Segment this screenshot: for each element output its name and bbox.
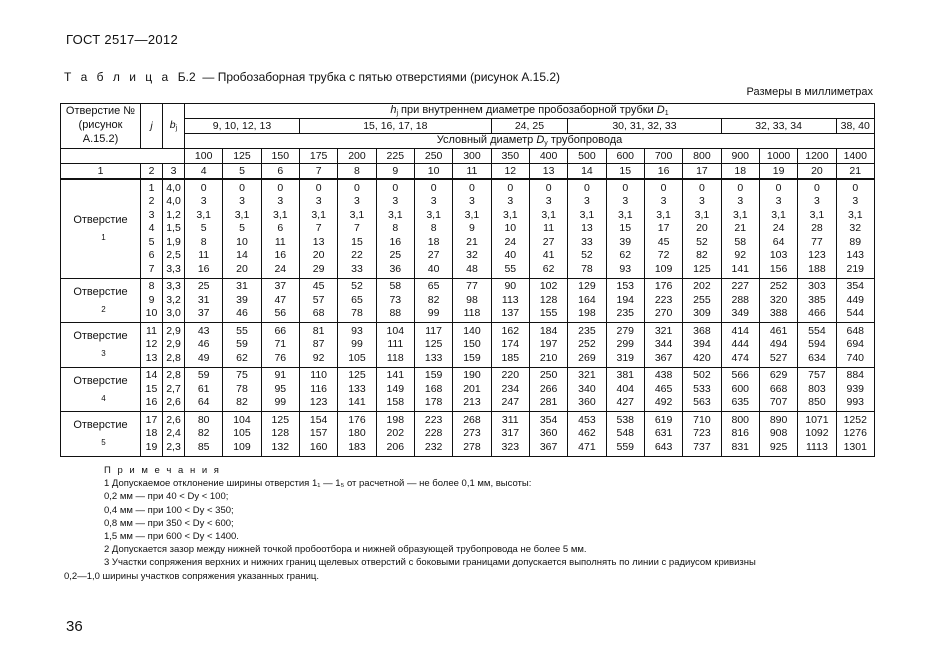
- dy-value: 500: [568, 149, 606, 164]
- h-values: 0 3 3,1 8 16 25 36: [376, 179, 414, 278]
- h-values: 648 694 740: [836, 323, 874, 368]
- d1-group: 9, 10, 12, 13: [185, 119, 300, 134]
- note-line: 0,2 мм — при 40 < Dу < 100;: [104, 491, 229, 503]
- j-values: 8 9 10: [141, 278, 163, 323]
- h-values: 890 908 925: [759, 412, 797, 457]
- hole-column-header: Отверстие № (рисунок А.15.2): [61, 104, 141, 149]
- column-number: 20: [798, 164, 836, 180]
- j-values: 14 15 16: [141, 367, 163, 412]
- d1-group: 32, 33, 34: [721, 119, 836, 134]
- column-number: 11: [453, 164, 491, 180]
- column-number: 1: [61, 164, 141, 180]
- h-values: 0 3 3,1 28 77 123 188: [798, 179, 836, 278]
- note-line: 1 Допускаемое отклонение ширины отверстия 1₁ — 1₅ от расчетной — не более 0,1 мм, высоты:: [104, 478, 532, 490]
- notes-block: [64, 464, 874, 583]
- page-number: 36: [66, 618, 83, 635]
- hole-number: 3: [101, 349, 106, 359]
- caption-text: Б.2 — Пробозаборная трубка с пятью отверстиями (рисунок А.15.2): [171, 70, 561, 84]
- h-values: 757 803 850: [798, 367, 836, 412]
- h-values: 129 164 198: [568, 278, 606, 323]
- column-number: 21: [836, 164, 874, 180]
- h-values: 198 202 206: [376, 412, 414, 457]
- dy-value: 800: [683, 149, 721, 164]
- h-heading: $h_j$ при внутреннем диаметре пробозаборной трубки $D_1$: [185, 104, 875, 119]
- column-number: 13: [529, 164, 567, 180]
- d1-group: 30, 31, 32, 33: [568, 119, 721, 134]
- hole-group-label: [61, 412, 141, 457]
- h-values: 52 65 78: [338, 278, 376, 323]
- h-values: 117 125 133: [414, 323, 452, 368]
- h-values: 0 3 3,1 11 27 41 62: [529, 179, 567, 278]
- h-values: 250 266 281: [529, 367, 567, 412]
- j-values: 17 18 19: [141, 412, 163, 457]
- h-values: 223 228 232: [414, 412, 452, 457]
- hole-label: Отверстие: [73, 285, 128, 298]
- hole-label: Отверстие: [73, 214, 128, 227]
- hole-number: 1: [101, 233, 106, 243]
- hole-group-label: [61, 367, 141, 412]
- hole-number: 4: [101, 393, 106, 403]
- b-values: 2,9 2,9 2,8: [163, 323, 185, 368]
- h-values: 0 3 3,1 9 21 32 48: [453, 179, 491, 278]
- column-number: 2: [141, 164, 163, 180]
- b-values: 3,3 3,2 3,0: [163, 278, 185, 323]
- h-values: 0 3 3,1 5 8 11 16: [185, 179, 223, 278]
- h-values: 31 39 46: [223, 278, 261, 323]
- hole-number: 2: [101, 304, 106, 314]
- caption-prefix: Т а б л и ц а: [64, 70, 172, 84]
- h-values: 125 133 141: [338, 367, 376, 412]
- h-values: 176 223 270: [644, 278, 682, 323]
- h-values: 43 46 49: [185, 323, 223, 368]
- data-table: [60, 103, 875, 457]
- h-values: 65 82 99: [414, 278, 452, 323]
- dy-value: 350: [491, 149, 529, 164]
- h-values: 0 3 3,1 15 39 62 93: [606, 179, 644, 278]
- b-values: 2,6 2,4 2,3: [163, 412, 185, 457]
- dy-value: 300: [453, 149, 491, 164]
- d1-group: 38, 40: [836, 119, 874, 134]
- h-values: 77 98 118: [453, 278, 491, 323]
- b-column-header: $b_j$: [163, 104, 185, 149]
- h-values: 629 668 707: [759, 367, 797, 412]
- hole-label: Отверстие: [73, 374, 128, 387]
- j-column-header: j: [141, 104, 163, 149]
- dy-value: 200: [338, 149, 376, 164]
- h-values: 0 3 3,1 24 64 103 156: [759, 179, 797, 278]
- b-values: 4,0 4,0 1,2 1,5 1,9 2,5 3,3: [163, 179, 185, 278]
- h-values: 279 299 319: [606, 323, 644, 368]
- h-values: 162 174 185: [491, 323, 529, 368]
- column-number: 8: [338, 164, 376, 180]
- h-values: 1071 1092 1113: [798, 412, 836, 457]
- h-values: 0 3 3,1 32 89 143 219: [836, 179, 874, 278]
- dy-value: 1000: [759, 149, 797, 164]
- h-values: 91 95 99: [261, 367, 299, 412]
- h-values: 321 340 360: [568, 367, 606, 412]
- h-values: 0 3 3,1 17 45 72 109: [644, 179, 682, 278]
- note-line: 0,8 мм — при 350 < Dу < 600;: [104, 517, 234, 529]
- h-values: 268 273 278: [453, 412, 491, 457]
- h-values: 0 3 3,1 13 33 52 78: [568, 179, 606, 278]
- dy-value: 600: [606, 149, 644, 164]
- column-number: 4: [185, 164, 223, 180]
- h-values: 0 3 3,1 7 13 20 29: [299, 179, 337, 278]
- column-number: 17: [683, 164, 721, 180]
- h-values: 125 128 132: [261, 412, 299, 457]
- h-values: 354 360 367: [529, 412, 567, 457]
- hole-group-label: [61, 278, 141, 323]
- h-values: 0 3 3,1 10 24 40 55: [491, 179, 529, 278]
- hole-label: Отверстие: [73, 330, 128, 343]
- h-values: 140 150 159: [453, 323, 491, 368]
- h-values: 1252 1276 1301: [836, 412, 874, 457]
- h-values: 25 31 37: [185, 278, 223, 323]
- h-values: 311 317 323: [491, 412, 529, 457]
- h-values: 321 344 367: [644, 323, 682, 368]
- h-values: 227 288 349: [721, 278, 759, 323]
- h-values: 102 128 155: [529, 278, 567, 323]
- h-values: 58 73 88: [376, 278, 414, 323]
- h-values: 190 201 213: [453, 367, 491, 412]
- h-values: 0 3 3,1 5 10 14 20: [223, 179, 261, 278]
- note-line: 3 Участки сопряжения верхних и нижних границ щелевых отверстий с боковыми границами допускается выполнять по линии с радиусом кривизны: [104, 557, 756, 569]
- h-values: 81 87 92: [299, 323, 337, 368]
- h-values: 37 47 56: [261, 278, 299, 323]
- dy-value: 400: [529, 149, 567, 164]
- hole-group-label: [61, 179, 141, 278]
- b-values: 2,8 2,7 2,6: [163, 367, 185, 412]
- column-number: 18: [721, 164, 759, 180]
- h-values: 141 149 158: [376, 367, 414, 412]
- hole-group-label: [61, 323, 141, 368]
- dimensions-note: Размеры в миллиметрах: [746, 86, 873, 98]
- h-values: 710 723 737: [683, 412, 721, 457]
- column-number: 12: [491, 164, 529, 180]
- h-values: 800 816 831: [721, 412, 759, 457]
- h-values: 93 99 105: [338, 323, 376, 368]
- h-values: 55 59 62: [223, 323, 261, 368]
- h-values: 538 548 559: [606, 412, 644, 457]
- dy-heading: Условный диаметр $D_у$ трубопровода: [185, 134, 875, 149]
- h-values: 619 631 643: [644, 412, 682, 457]
- h-values: 110 116 123: [299, 367, 337, 412]
- h-values: 220 234 247: [491, 367, 529, 412]
- column-number: 15: [606, 164, 644, 180]
- h-values: 202 255 309: [683, 278, 721, 323]
- dy-value: 125: [223, 149, 261, 164]
- h-values: 184 197 210: [529, 323, 567, 368]
- d1-group: 24, 25: [491, 119, 568, 134]
- note-line: 1,5 мм — при 600 < Dу < 1400.: [104, 531, 239, 543]
- h-values: 453 462 471: [568, 412, 606, 457]
- h-values: 381 404 427: [606, 367, 644, 412]
- h-values: 554 594 634: [798, 323, 836, 368]
- h-values: 252 320 388: [759, 278, 797, 323]
- column-number: 5: [223, 164, 261, 180]
- h-values: 59 61 64: [185, 367, 223, 412]
- column-number: 3: [163, 164, 185, 180]
- column-number: 16: [644, 164, 682, 180]
- column-number: 6: [261, 164, 299, 180]
- note-line: 0,4 мм — при 100 < Dу < 350;: [104, 504, 234, 516]
- hole-number: 5: [101, 438, 106, 448]
- h-values: 0 3 3,1 21 58 92 141: [721, 179, 759, 278]
- dy-value: 1400: [836, 149, 874, 164]
- dy-value: 700: [644, 149, 682, 164]
- hole-label: Отверстие: [73, 419, 128, 432]
- d1-group: 15, 16, 17, 18: [299, 119, 491, 134]
- h-values: 414 444 474: [721, 323, 759, 368]
- column-number: 7: [299, 164, 337, 180]
- column-number: 10: [414, 164, 452, 180]
- column-number: 19: [759, 164, 797, 180]
- h-values: 104 111 118: [376, 323, 414, 368]
- h-values: 0 3 3,1 20 52 82 125: [683, 179, 721, 278]
- h-values: 75 78 82: [223, 367, 261, 412]
- h-values: 176 180 183: [338, 412, 376, 457]
- dy-value: 900: [721, 149, 759, 164]
- h-values: 154 157 160: [299, 412, 337, 457]
- h-values: 368 394 420: [683, 323, 721, 368]
- h-values: 884 939 993: [836, 367, 874, 412]
- standard-header: ГОСТ 2517—2012: [66, 32, 178, 47]
- h-values: 354 449 544: [836, 278, 874, 323]
- h-values: 104 105 109: [223, 412, 261, 457]
- h-values: 80 82 85: [185, 412, 223, 457]
- notes-title: П р и м е ч а н и я: [104, 465, 221, 476]
- column-number: 9: [376, 164, 414, 180]
- dy-value: 100: [185, 149, 223, 164]
- h-values: 66 71 76: [261, 323, 299, 368]
- column-number: 14: [568, 164, 606, 180]
- dy-value: 1200: [798, 149, 836, 164]
- table-caption: [64, 70, 560, 84]
- dy-value: 150: [261, 149, 299, 164]
- h-values: 438 465 492: [644, 367, 682, 412]
- h-values: 303 385 466: [798, 278, 836, 323]
- note-line: 0,2—1,0 ширины участков сопряжения указанных границ.: [64, 570, 319, 582]
- h-values: 159 168 178: [414, 367, 452, 412]
- h-values: 90 113 137: [491, 278, 529, 323]
- h-values: 45 57 68: [299, 278, 337, 323]
- h-values: 0 3 3,1 6 11 16 24: [261, 179, 299, 278]
- note-line: 2 Допускается зазор между нижней точкой пробоотбора и нижней образующей трубопровода не более 5 мм.: [104, 544, 587, 556]
- j-values: 1 2 3 4 5 6 7: [141, 179, 163, 278]
- dy-value: 225: [376, 149, 414, 164]
- dy-value: 175: [299, 149, 337, 164]
- h-values: 235 252 269: [568, 323, 606, 368]
- dy-value: 250: [414, 149, 452, 164]
- j-values: 11 12 13: [141, 323, 163, 368]
- h-values: 0 3 3,1 8 18 27 40: [414, 179, 452, 278]
- h-values: 566 600 635: [721, 367, 759, 412]
- h-values: 461 494 527: [759, 323, 797, 368]
- h-values: 502 533 563: [683, 367, 721, 412]
- h-values: 0 3 3,1 7 15 22 33: [338, 179, 376, 278]
- h-values: 153 194 235: [606, 278, 644, 323]
